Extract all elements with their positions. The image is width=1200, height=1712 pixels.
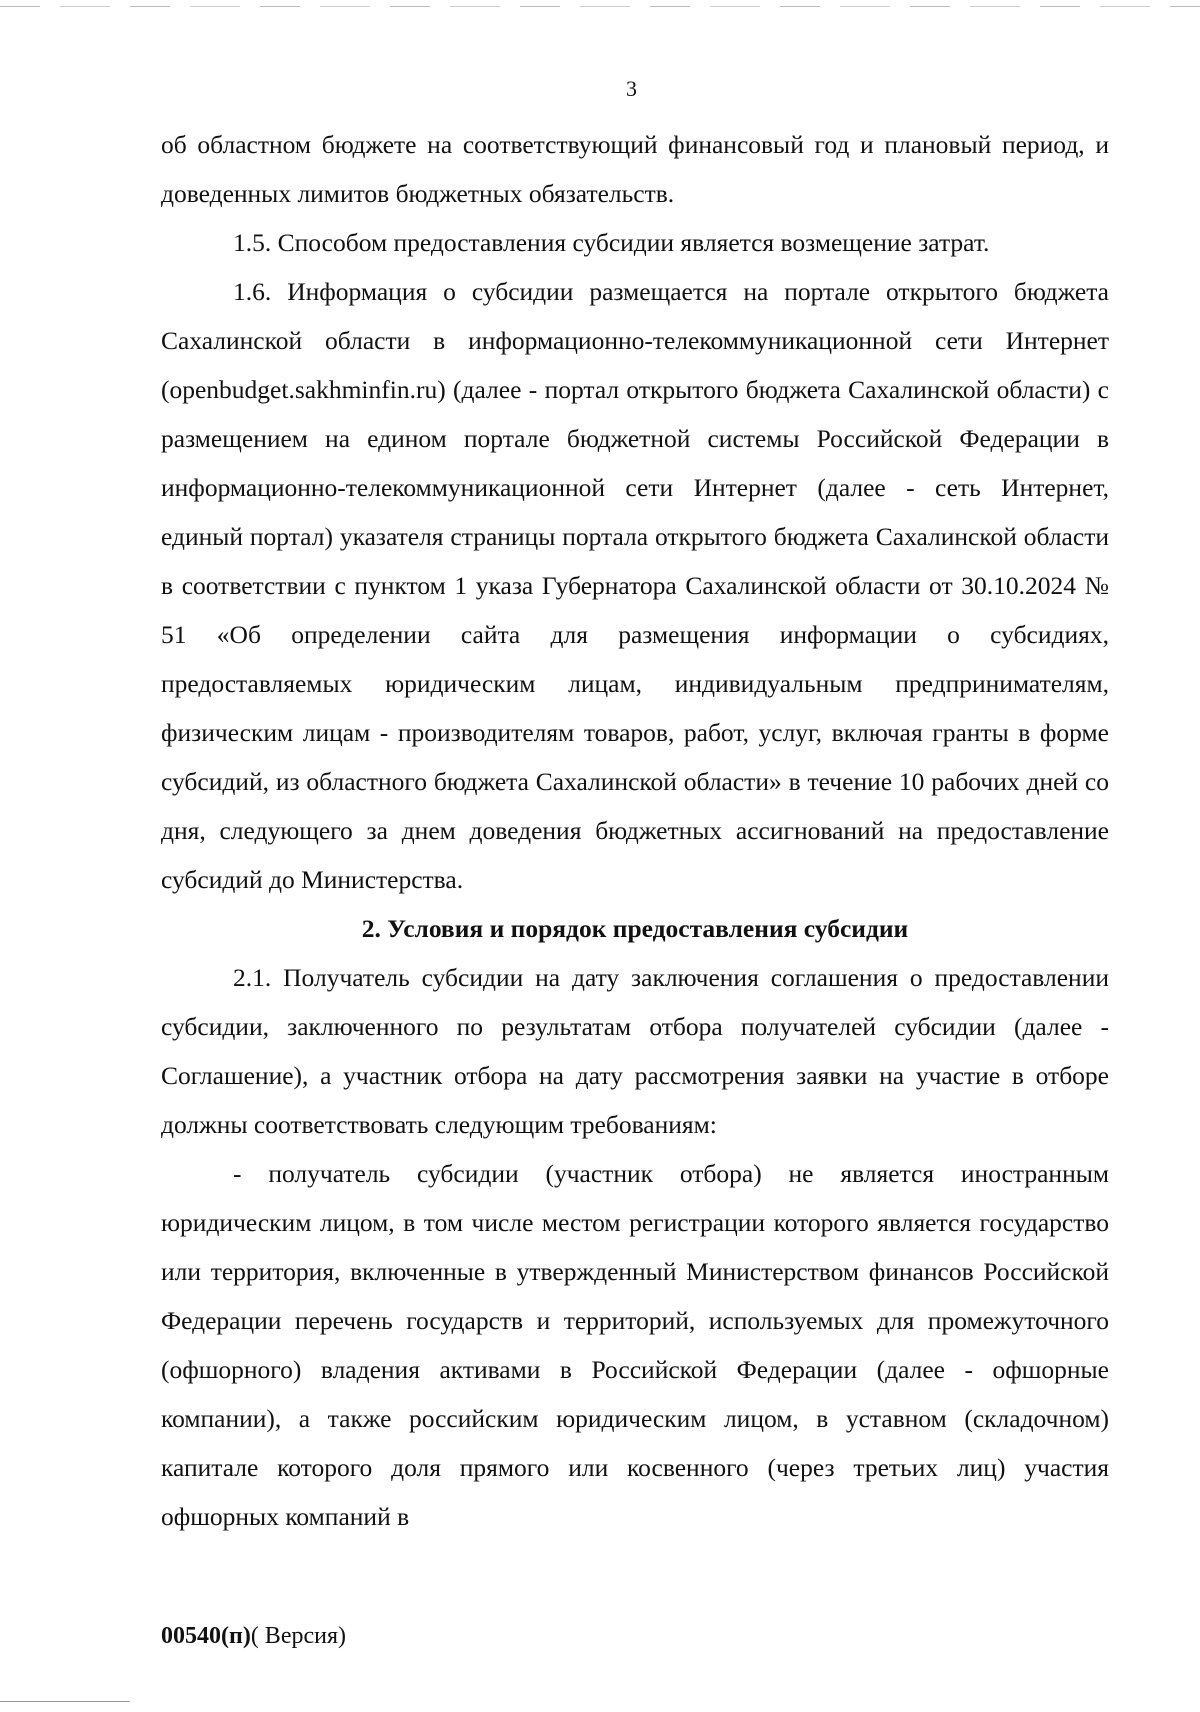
paragraph-continuation: об областном бюджете на соответствующий финансовый год и плановый период, и доведенных лимитов бюджетных обязательств.: [161, 130, 1109, 208]
scan-artifact-bottom-line: [0, 1701, 130, 1702]
scan-artifact-top-line: [0, 6, 1200, 7]
paragraph-1-6: 1.6. Информация о субсидии размещается на портале открытого бюджета Сахалинской области в информационно-телекоммуникационной сети Интернет (openbudget.sakhminfin.ru) (далее - портал открытого бюджета Сахалинской области) с размещением на едином портале бюджетной системы Российской Федерации в информационно-телекоммуникационной сети Интернет (далее - сеть Интернет, единый портал) указателя страницы портала открытого бюджета Сахалинской области в соответствии с пунктом 1 указа Губернатора Сахалинской области от 30.10.2024 № 51 «Об определении сайта для размещения информации о субсидиях, предоставляемых юридическим лицам, индивидуальным предпринимателям, физическим лицам - производителям товаров, работ, услуг, включая гранты в форме субсидий, из областного бюджета Сахалинской области» в течение 10 рабочих дней со дня, следующего за днем доведения бюджетных ассигнований на предоставление субсидий до Министерства.: [161, 277, 1109, 894]
paragraph-1-5: 1.5. Способом предоставления субсидии является возмещение затрат.: [233, 228, 990, 257]
paragraph-requirement-1: - получатель субсидии (участник отбора) не является иностранным юридическим лицом, в том числе местом регистрации которого является государство или территория, включенные в утвержденный Министерством финансов Российской Федерации перечень государств и территорий, используемых для промежуточного (офшорного) владения активами в Российской Федерации (далее - офшорные компании), а также российским юридическим лицом, в уставном (складочном) капитале которого доля прямого или косвенного (через третьих лиц) участия офшорных компаний в: [161, 1159, 1109, 1531]
paragraph-2-1: 2.1. Получатель субсидии на дату заключения соглашения о предоставлении субсидии, заключенного по результатам отбора получателей субсидии (далее - Соглашение), а участник отбора на дату рассмотрения заявки на участие в отборе должны соответствовать следующим требованиям:: [161, 963, 1109, 1139]
document-code: 00540(п): [161, 1623, 251, 1649]
document-version: ( Версия): [250, 1623, 346, 1649]
section-heading: 2. Условия и порядок предоставления субсидии: [361, 914, 909, 943]
document-footer: [161, 1623, 346, 1650]
page-number: 3: [626, 76, 637, 101]
document-body: [161, 120, 1109, 1541]
